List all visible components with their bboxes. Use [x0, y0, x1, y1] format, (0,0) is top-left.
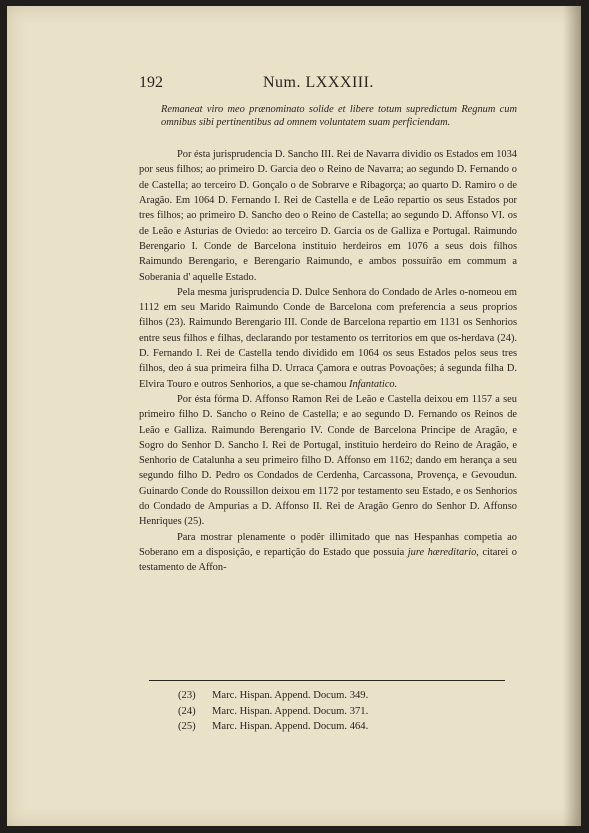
paragraph-3	[139, 392, 517, 530]
footnote-25	[178, 719, 478, 735]
paragraph-2	[139, 285, 517, 392]
page-fold-shadow	[563, 6, 581, 826]
paragraph-1	[139, 147, 517, 285]
footnote-number: (24)	[178, 705, 196, 717]
header-title: Num. LXXXIII.	[263, 74, 374, 91]
footnote-number: (25)	[178, 721, 196, 732]
footnote-text: Marc. Hispan. Append. Docum. 464.	[212, 721, 369, 732]
footnote-text: Marc. Hispan. Append. Docum. 349.	[212, 690, 369, 701]
paragraph-2-text: Pela mesma jurisprudencia D. Dulce Senhora do Condado de Arles o-nomeou em 1112 em seu Marido Raimundo Conde de Barcelona com preferencia a seus proprios filhos (23). Raimundo Berengario III. Conde de Barcelona repartio em 1131 os Senhorios entre seus filhos e filhas, declarando por testamento os territorios em que os-herdava (24). D. Fernando I. Rei de Castella tendo dividido em 1064 os seus Estados pelos seus tres filhos, deo á sua primeira filha D. Urraca Çamora e outras Povoações; á segunda filha D. Elvira Touro e outros Senhorios, a que se-chamou	[139, 286, 517, 390]
footnote-rule	[149, 680, 505, 681]
footnotes	[178, 688, 478, 735]
paragraph-1-text: Por ésta jurisprudencia D. Sancho III. Rei de Navarra dividio os Estados em 1034 por seus filhos; ao primeiro D. Garcia deo o Reino de Navarra; ao segundo D. Fernando o de Castella; ao terceiro D. Gonçalo o de Sobrarve e Ribagorça; ao quarto D. Ramiro o de Aragão. Em 1064 D. Fernando I. Rei de Castella e de Leão repartio os seus Estados por tres filhos; ao primeiro D. Sancho deo o Reino de Castella; ao segundo D. Affonso VI. os de Leão e Asturias de Oviedo: ao terceiro D. Garcia os de Galliza e Portugal. Raimundo Berengario I. Conde de Barcelona instituio herdeiros em 1076 a seus dois filhos Raimundo Berengario, e Berengario Raimundo, e ambos possuírão em commum a Soberania d' aquelle Estado.	[139, 149, 517, 283]
paragraph-4-text: Para mostrar plenamente o podêr illimitado que nas Hespanhas competia ao Soberano em a disposição, e repartição do Estado que possuia	[139, 531, 517, 558]
page-number: 192	[139, 74, 163, 91]
paragraph-3-text: Por ésta fórma D. Affonso Ramon Rei de Leão e Castella deixou em 1157 a seu primeiro filho D. Sancho o Reino de Castella; e ao segundo D. Fernando os Reinos de Leão e Galliza. Raimundo Berengario IV. Conde de Barcelona Principe de Aragão, e Sogro do Senhor D. Sancho I. Rei de Portugal, instituio herdeiro do Reino de Aragão, e Senhorio de Catalunha a seu primeiro filho D. Affonso em 1162; dando em herança a seu segundo filho D. Pedro os Condados de Cerdenha, Carcassona, Provença, e Gevoudun. Guinardo Conde do Roussillon deixou em 1172 por testamento seu Estado, e os Senhorios do Condado de Ampurias a D. Affonso II. Rei de Aragão Genro do Senhor D. Affonso Henriques (25).	[139, 393, 517, 528]
text-block	[139, 74, 517, 576]
paragraph-2-italic: Infantatico.	[349, 378, 398, 390]
footnote-text: Marc. Hispan. Append. Docum. 371.	[212, 705, 369, 717]
paragraph-4-italic: jure hæreditario	[407, 546, 477, 558]
paragraph-4	[139, 530, 517, 576]
running-header	[139, 74, 517, 96]
footnote-23	[178, 688, 478, 704]
latin-quote: Remaneat viro meo prænominato solide et libere totum supredictum Regnum cum omnibus sibi pertinentibus ad omnem voluntatem suam perficiendam.	[161, 104, 517, 128]
footnote-24	[178, 704, 478, 720]
footnote-number: (23)	[178, 690, 196, 701]
paragraph-4-text-after: , citarei o testamento de Affon-	[139, 546, 517, 574]
